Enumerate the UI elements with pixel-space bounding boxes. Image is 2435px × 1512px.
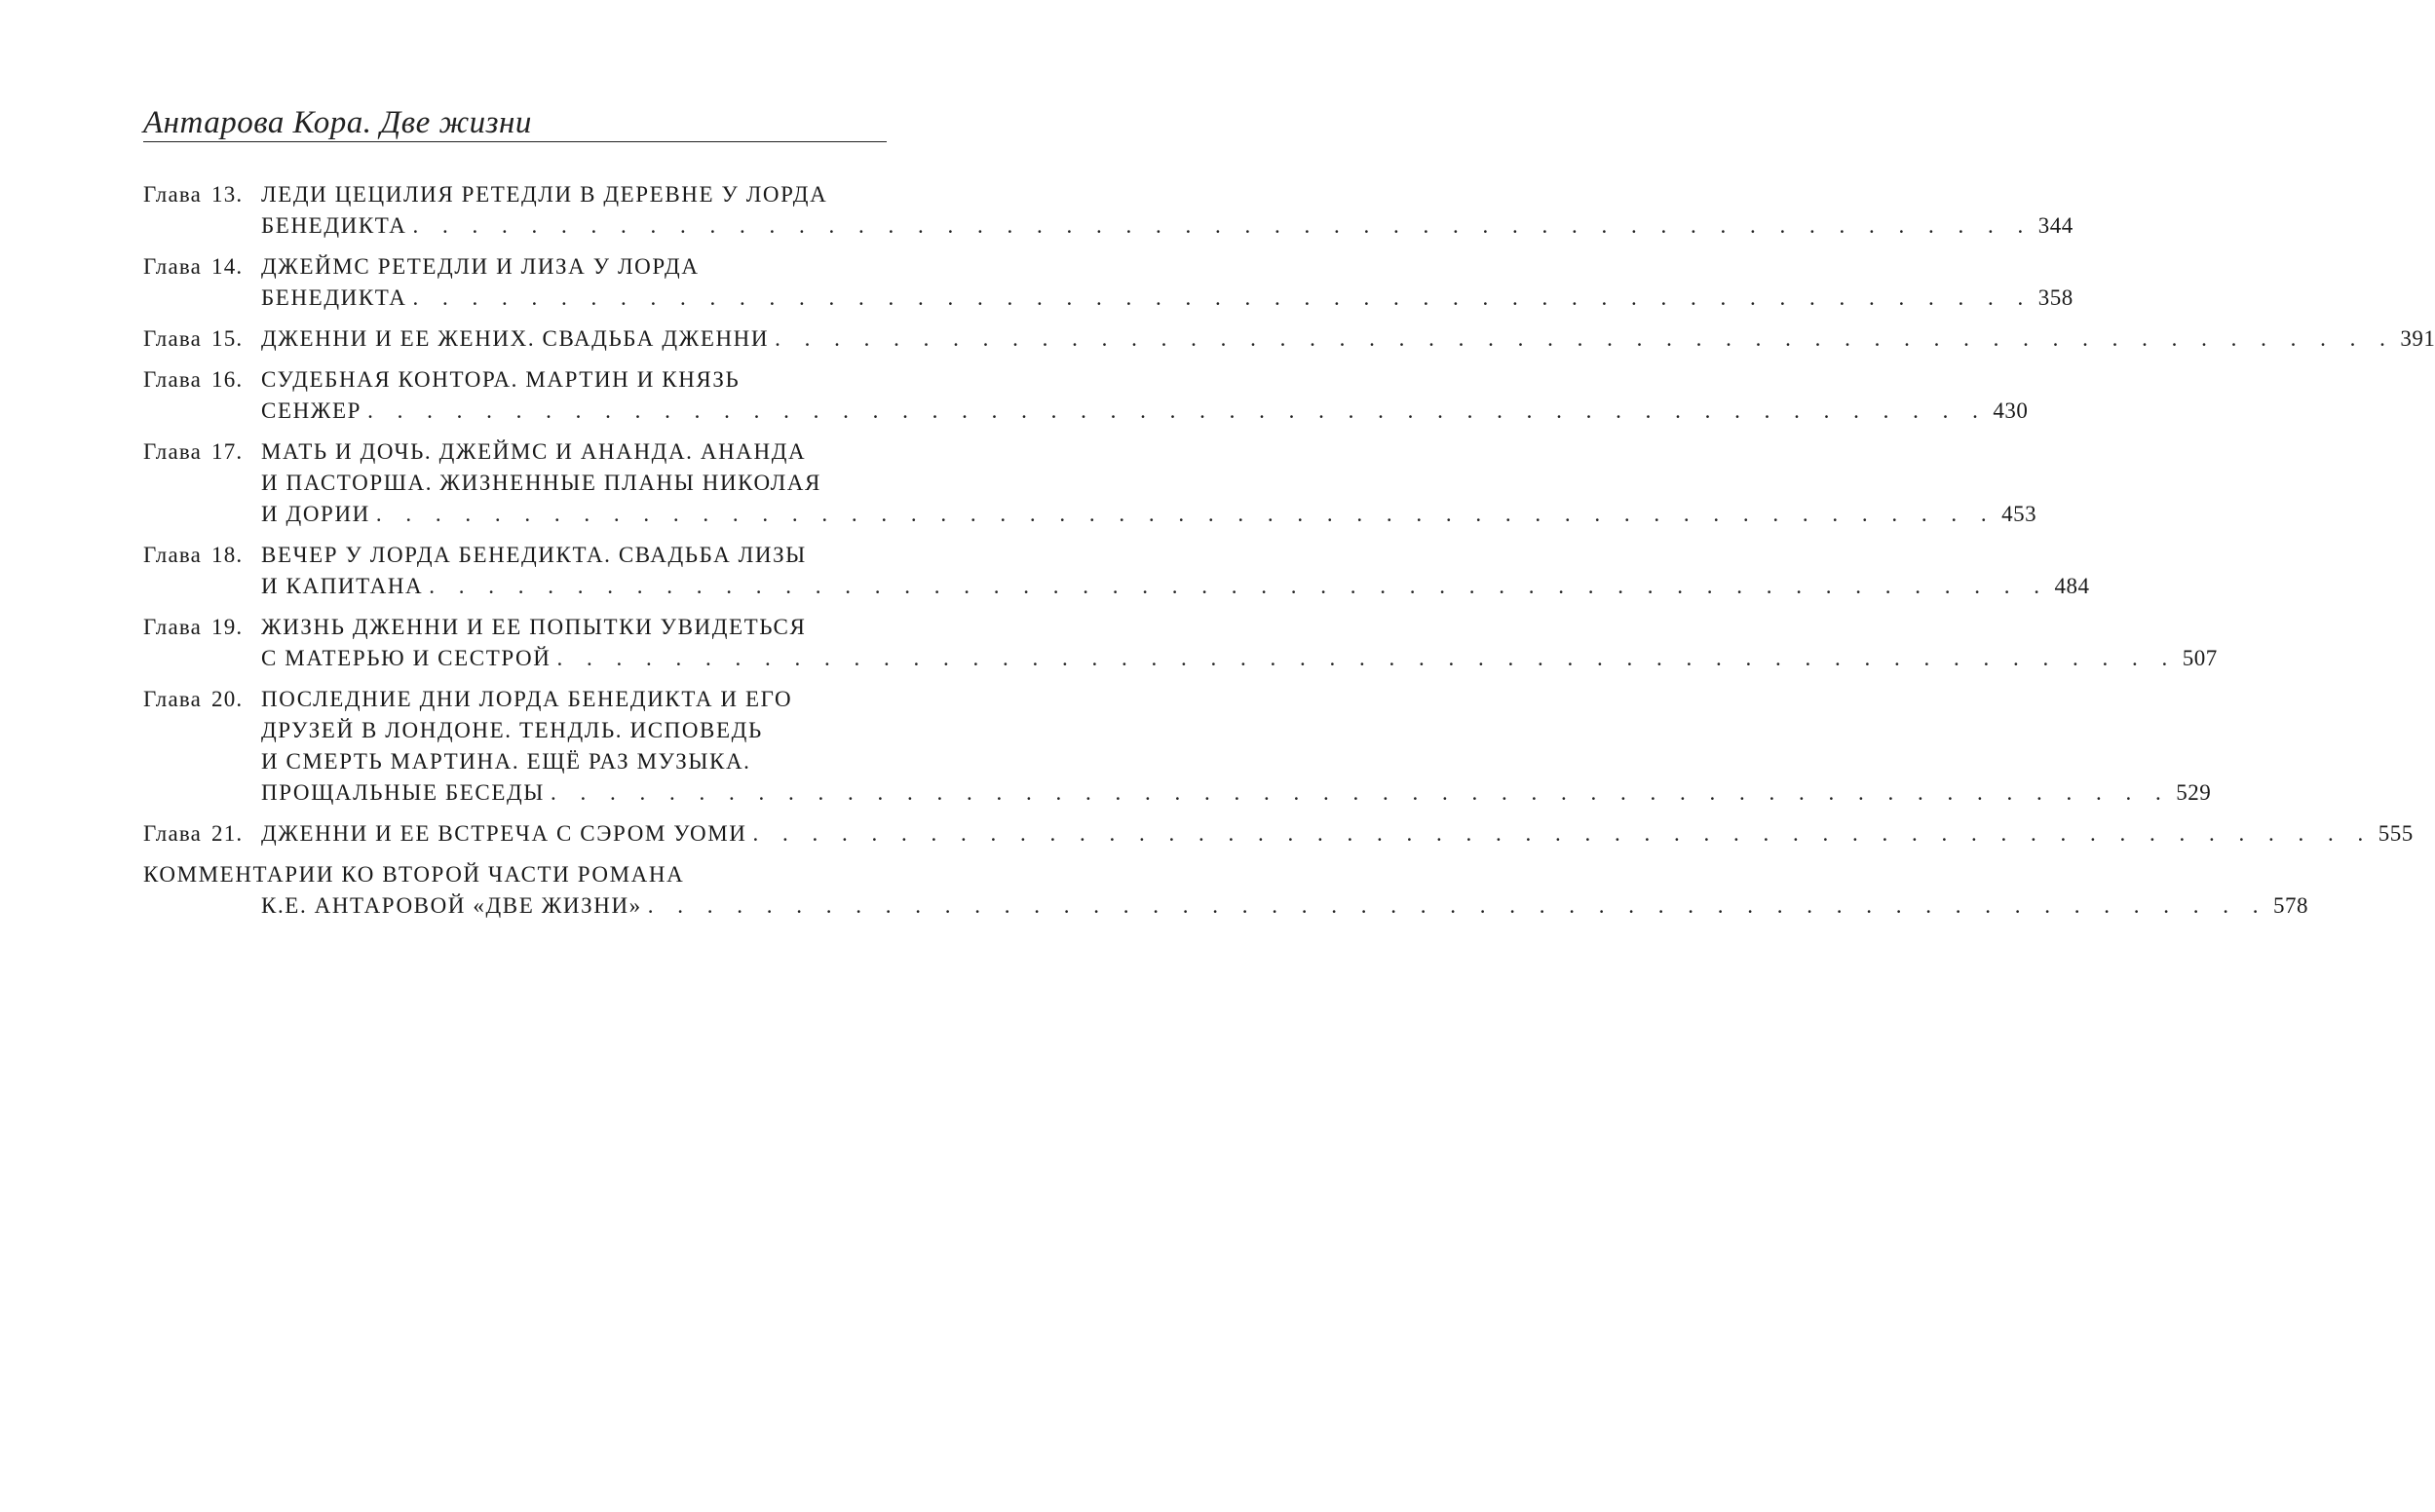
chapter-title: И ДОРИИ xyxy=(261,502,370,526)
toc-entry xyxy=(143,684,2212,809)
toc-line xyxy=(143,571,2090,602)
chapter-word: Глава xyxy=(143,543,203,567)
chapter-title: СЕНЖЕР xyxy=(261,398,362,423)
chapter-word: Глава xyxy=(143,821,203,846)
toc-entry xyxy=(143,436,2037,530)
toc-entry xyxy=(143,323,2435,355)
chapter-label xyxy=(143,364,261,396)
chapter-word: Глава xyxy=(143,687,203,711)
dot-leader: . . . . . . . . . . . . . . . . . . . . . . . . . . . . . . . . . . . . . . . . . . . . . . . . . . . . . . . xyxy=(647,893,2268,918)
dot-leader: . . . . . . . . . . . . . . . . . . . . . . . . . . . . . . . . . . . . . . . . . . . . . . . . . . . . . . . xyxy=(375,502,1997,526)
chapter-label xyxy=(143,684,261,715)
chapter-word: Глава xyxy=(143,254,203,279)
toc-entry xyxy=(143,818,2414,850)
chapter-word: Глава xyxy=(143,439,203,464)
chapter-number: 15. xyxy=(211,326,244,351)
running-header: Антарова Кора. Две жизни xyxy=(143,105,532,140)
chapter-title: ДЖЕННИ И ЕЕ ЖЕНИХ. СВАДЬБА ДЖЕННИ xyxy=(261,326,770,351)
chapter-number: 19. xyxy=(211,615,244,639)
toc-line xyxy=(143,859,887,890)
chapter-title: ПРОЩАЛЬНЫЕ БЕСЕДЫ xyxy=(261,780,545,805)
toc-line xyxy=(143,818,2414,850)
chapter-number: 21. xyxy=(211,821,244,846)
chapter-title: И ПАСТОРША. ЖИЗНЕННЫЕ ПЛАНЫ НИКОЛАЯ xyxy=(261,471,821,495)
chapter-title: МАТЬ И ДОЧЬ. ДЖЕЙМС И АНАНДА. АНАНДА xyxy=(261,439,807,464)
dot-leader: . . . . . . . . . . . . . . . . . . . . . . . . . . . . . . . . . . . . . . . . . . . . . . . . . . . . . . . xyxy=(412,285,2033,310)
chapter-title: БЕНЕДИКТА xyxy=(261,213,407,238)
chapter-word: Глава xyxy=(143,326,203,351)
chapter-title: И КАПИТАНА xyxy=(261,574,424,598)
chapter-title: ЖИЗНЬ ДЖЕННИ И ЕЕ ПОПЫТКИ УВИДЕТЬСЯ xyxy=(261,615,807,639)
chapter-title: СУДЕБНАЯ КОНТОРА. МАРТИН И КНЯЗЬ xyxy=(261,367,741,392)
toc-line xyxy=(143,283,2074,314)
chapter-title: И СМЕРТЬ МАРТИНА. ЕЩЁ РАЗ МУЗЫКА. xyxy=(261,749,751,774)
toc-entry xyxy=(143,364,2029,427)
page-number: 430 xyxy=(1993,398,2029,423)
toc-line xyxy=(143,499,2037,530)
chapter-title: С МАТЕРЬЮ И СЕСТРОЙ xyxy=(261,646,552,670)
chapter-word: Глава xyxy=(143,615,203,639)
chapter-title: ПОСЛЕДНИЕ ДНИ ЛОРДА БЕНЕДИКТА И ЕГО xyxy=(261,687,793,711)
chapter-title: ДЖЕННИ И ЕЕ ВСТРЕЧА С СЭРОМ УОМИ xyxy=(261,821,747,846)
commentary-title: К.Е. АНТАРОВОЙ «ДВЕ ЖИЗНИ» xyxy=(261,893,642,918)
chapter-label xyxy=(143,436,261,468)
page-number: 529 xyxy=(2176,780,2212,805)
page-number: 344 xyxy=(2037,213,2074,238)
dot-leader: . . . . . . . . . . . . . . . . . . . . . . . . . . . . . . . . . . . . . . . . . . . . . . . . . . . . . . . xyxy=(429,574,2049,598)
toc-line xyxy=(143,715,887,746)
chapter-label xyxy=(143,540,261,571)
page-number: 578 xyxy=(2273,893,2309,918)
toc-line xyxy=(143,396,2029,427)
chapter-label xyxy=(143,323,261,355)
toc-line xyxy=(143,684,887,715)
toc-line xyxy=(143,251,887,283)
chapter-label xyxy=(143,251,261,283)
dot-leader: . . . . . . . . . . . . . . . . . . . . . . . . . . . . . . . . . . . . . . . . . . . . . . . . . . . . . . . xyxy=(367,398,1988,423)
page-number: 555 xyxy=(2378,821,2414,846)
chapter-number: 20. xyxy=(211,687,244,711)
toc-entry xyxy=(143,612,2218,674)
toc-line xyxy=(143,746,887,777)
toc-line xyxy=(143,612,887,643)
chapter-number: 14. xyxy=(211,254,244,279)
page-number: 391 xyxy=(2400,326,2435,351)
toc-line xyxy=(143,436,887,468)
chapter-number: 18. xyxy=(211,543,244,567)
chapter-title: БЕНЕДИКТА xyxy=(261,285,407,310)
toc-line xyxy=(143,890,2309,922)
toc-line xyxy=(143,540,887,571)
toc-entry xyxy=(143,540,2090,602)
page-number: 358 xyxy=(2037,285,2074,310)
chapter-word: Глава xyxy=(143,182,203,207)
dot-leader: . . . . . . . . . . . . . . . . . . . . . . . . . . . . . . . . . . . . . . . . . . . . . . . . . . . . . . . xyxy=(556,646,2177,670)
chapter-word: Глава xyxy=(143,367,203,392)
toc-line xyxy=(143,777,2212,809)
commentary-title: КОММЕНТАРИИ КО ВТОРОЙ ЧАСТИ РОМАНА xyxy=(143,862,685,887)
dot-leader: . . . . . . . . . . . . . . . . . . . . . . . . . . . . . . . . . . . . . . . . . . . . . . . . . . . . . . . xyxy=(752,821,2373,846)
chapter-title: ВЕЧЕР У ЛОРДА БЕНЕДИКТА. СВАДЬБА ЛИЗЫ xyxy=(261,543,807,567)
toc-line xyxy=(143,643,2218,674)
header-rule xyxy=(143,141,887,142)
chapter-title: ДРУЗЕЙ В ЛОНДОНЕ. ТЕНДЛЬ. ИСПОВЕДЬ xyxy=(261,718,763,742)
toc-line xyxy=(143,323,2435,355)
toc-entry-commentary xyxy=(143,859,2309,922)
toc-entry xyxy=(143,179,2074,242)
page-number: 484 xyxy=(2054,574,2090,598)
chapter-label xyxy=(143,612,261,643)
chapter-number: 17. xyxy=(211,439,244,464)
page-number: 453 xyxy=(2001,502,2037,526)
toc-line xyxy=(143,468,887,499)
toc-line xyxy=(143,364,887,396)
chapter-label xyxy=(143,179,261,210)
toc-entry xyxy=(143,251,2074,314)
page-number: 507 xyxy=(2182,646,2218,670)
chapter-number: 16. xyxy=(211,367,244,392)
dot-leader: . . . . . . . . . . . . . . . . . . . . . . . . . . . . . . . . . . . . . . . . . . . . . . . . . . . . . . . xyxy=(550,780,2171,805)
dot-leader: . . . . . . . . . . . . . . . . . . . . . . . . . . . . . . . . . . . . . . . . . . . . . . . . . . . . . . . xyxy=(412,213,2033,238)
chapter-title: ДЖЕЙМС РЕТЕДЛИ И ЛИЗА У ЛОРДА xyxy=(261,254,700,279)
toc-line xyxy=(143,210,2074,242)
chapter-number: 13. xyxy=(211,182,244,207)
toc-line xyxy=(143,179,887,210)
chapter-label xyxy=(143,818,261,850)
dot-leader: . . . . . . . . . . . . . . . . . . . . . . . . . . . . . . . . . . . . . . . . . . . . . . . . . . . . . . . xyxy=(775,326,2395,351)
chapter-title: ЛЕДИ ЦЕЦИЛИЯ РЕТЕДЛИ В ДЕРЕВНЕ У ЛОРДА xyxy=(261,182,828,207)
table-of-contents xyxy=(143,179,2435,931)
